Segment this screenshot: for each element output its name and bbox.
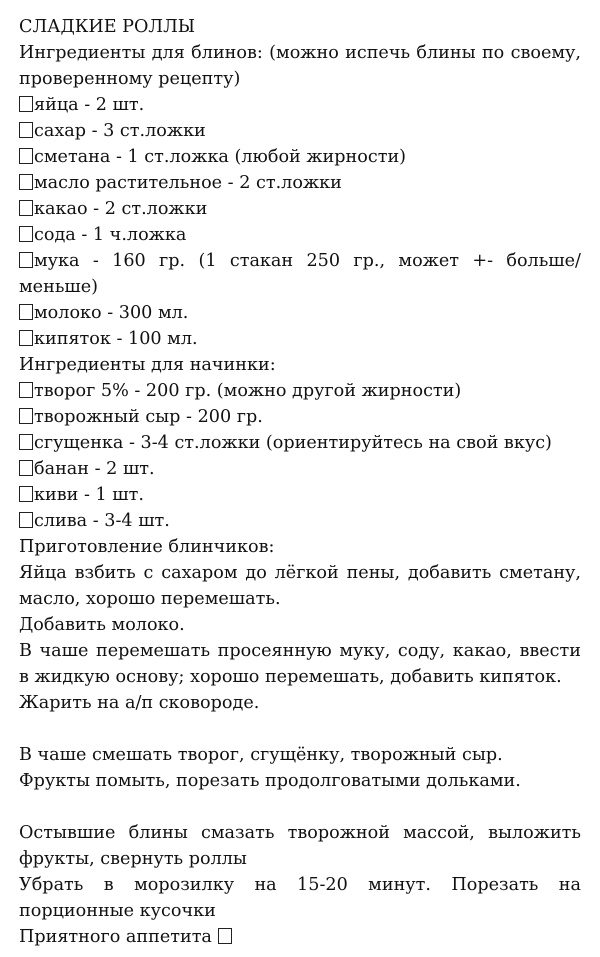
checkbox-icon [19,330,33,346]
checkbox-icon [19,200,33,216]
ingredient-item [19,144,581,170]
ingredient-item [19,222,581,248]
ingredient-item [19,196,581,222]
preparation-step: В чаше перемешать просеянную муку, соду, какао, ввести в жидкую основу; хорошо перемешать, добавить кипяток. [19,641,581,687]
recipe-title: СЛАДКИЕ РОЛЛЫ [19,17,196,37]
ingredient-text: слива - 3-4 шт. [34,511,170,531]
ingredient-text: творожный сыр - 200 гр. [34,407,263,427]
ingredient-text: масло растительное - 2 ст.ложки [34,173,342,193]
ingredient-text: банан - 2 шт. [34,459,155,479]
ingredient-text: яйца - 2 шт. [34,95,145,115]
ingredient-text: молоко - 300 мл. [34,303,189,323]
checkbox-icon [19,460,33,476]
filling-step: В чаше смешать творог, сгущёнку, творожный сыр. [19,745,503,765]
ingredient-item [19,482,581,508]
checkbox-icon [19,408,33,424]
ingredient-item [19,508,581,534]
preparation-step: Яйца взбить с сахаром до лёгкой пены, добавить сметану, масло, хорошо перемешать. [19,563,581,609]
ingredient-text: сметана - 1 ст.ложка (любой жирности) [34,147,407,167]
closing-line [19,924,581,950]
ingredient-text: сода - 1 ч.ложка [34,225,187,245]
paragraph-gap [19,794,581,820]
ingredient-item [19,430,581,456]
checkbox-icon [19,512,33,528]
closing-text: Приятного аппетита [19,927,212,947]
ingredient-item [19,118,581,144]
checkbox-icon [19,174,33,190]
ingredient-item [19,248,581,300]
checkbox-icon [19,252,33,268]
ingredient-item [19,170,581,196]
ingredient-item [19,300,581,326]
ingredient-text: сахар - 3 ст.ложки [34,121,206,141]
checkbox-icon [19,486,33,502]
checkbox-icon [19,226,33,242]
ingredient-item [19,378,581,404]
preparation-heading: Приготовление блинчиков: [19,537,275,557]
checkbox-icon [218,928,232,944]
pancake-ingredients-heading: Ингредиенты для блинов: (можно испечь блины по своему, проверенному рецепту) [19,43,581,89]
paragraph-gap [19,716,581,742]
checkbox-icon [19,304,33,320]
checkbox-icon [19,96,33,112]
ingredient-text: киви - 1 шт. [34,485,144,505]
filling-ingredients-heading: Ингредиенты для начинки: [19,355,276,375]
ingredient-text: кипяток - 100 мл. [34,329,198,349]
final-step: Убрать в морозилку на 15-20 минут. Порезать на порционные кусочки [19,875,581,921]
preparation-step: Жарить на а/п сковороде. [19,693,260,713]
ingredient-item [19,326,581,352]
ingredient-text: сгущенка - 3-4 ст.ложки (ориентируйтесь на свой вкус) [34,433,552,453]
ingredient-text: мука - 160 гр. (1 стакан 250 гр., может +- больше/меньше) [19,251,581,297]
ingredient-text: какао - 2 ст.ложки [34,199,208,219]
checkbox-icon [19,434,33,450]
preparation-step: Добавить молоко. [19,615,185,635]
ingredient-text: творог 5% - 200 гр. (можно другой жирности) [34,381,462,401]
checkbox-icon [19,122,33,138]
filling-step: Фрукты помыть, порезать продолговатыми дольками. [19,771,521,791]
ingredient-item [19,92,581,118]
checkbox-icon [19,148,33,164]
checkbox-icon [19,382,33,398]
ingredient-item [19,404,581,430]
final-step: Остывшие блины смазать творожной массой, выложить фрукты, свернуть роллы [19,823,581,869]
ingredient-item [19,456,581,482]
